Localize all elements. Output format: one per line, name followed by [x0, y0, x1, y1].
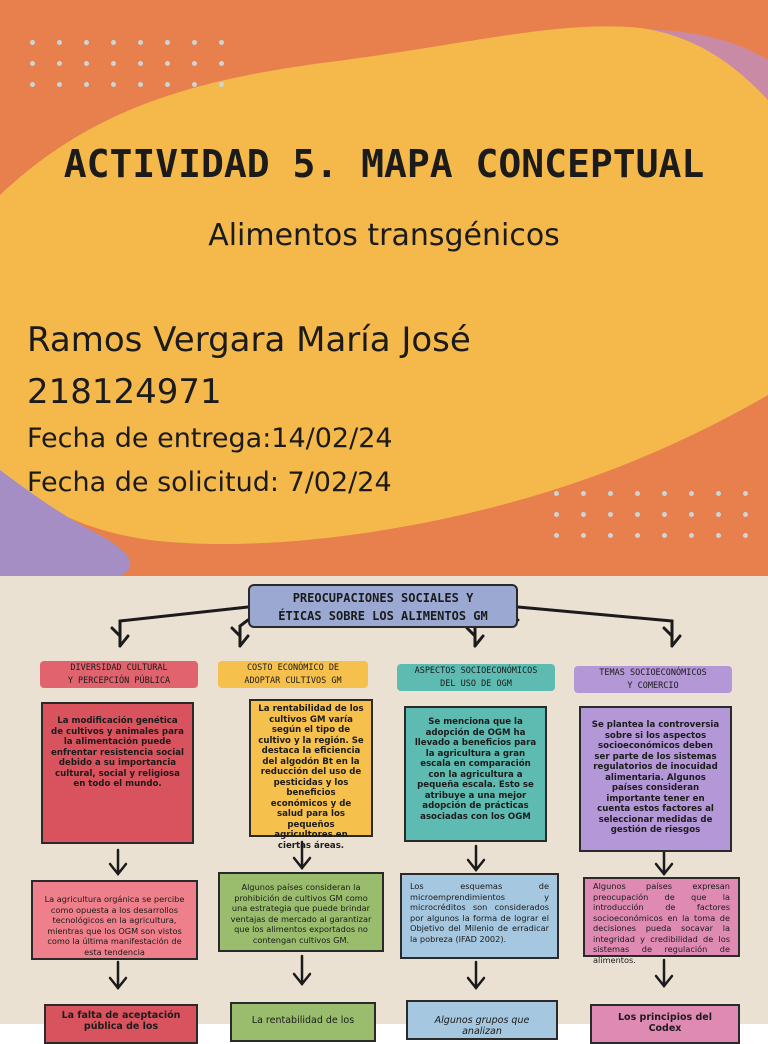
concept-box-trade: Se plantea la controversia sobre si los aspectos socioeconómicos deben ser parte de los sistemas regulatorios de inocuidad alimentaria. Algunos países consideran importante tener en cuenta estos factores al seleccionar medidas de gestión de riesgos	[579, 706, 732, 852]
category-socioeconomic-aspects	[397, 664, 555, 691]
decorative-dot	[30, 40, 35, 45]
decorative-dot	[689, 512, 694, 517]
root-line-1: PREOCUPACIONES SOCIALES Y	[292, 591, 474, 605]
decorative-dot	[743, 533, 748, 538]
decorative-dot	[138, 61, 143, 66]
decorative-dot	[635, 491, 640, 496]
decorative-dots-bottom	[554, 491, 753, 538]
decorative-dot	[219, 82, 224, 87]
category-line: ASPECTOS SOCIOECONÓMICOS	[414, 666, 538, 676]
decorative-dot	[111, 82, 116, 87]
decorative-dot	[608, 491, 613, 496]
decorative-dot	[84, 82, 89, 87]
decorative-dot	[57, 82, 62, 87]
category-line: COSTO ECONÓMICO DE	[246, 663, 340, 673]
decorative-dot	[581, 512, 586, 517]
decorative-dot	[689, 491, 694, 496]
decorative-dot	[165, 61, 170, 66]
decorative-dot	[192, 82, 197, 87]
decorative-dot	[57, 40, 62, 45]
decorative-dot	[635, 512, 640, 517]
decorative-dot	[554, 533, 559, 538]
decorative-dots-top	[30, 40, 229, 87]
student-id: 218124971	[27, 372, 222, 412]
category-line: DIVERSIDAD CULTURAL	[70, 663, 168, 673]
decorative-dot	[219, 61, 224, 66]
decorative-dot	[57, 61, 62, 66]
decorative-dot	[608, 533, 613, 538]
concept-box-regulation: Algunos países expresan preocupación de que la introducción de factores socioeconómicos en la toma de decisiones pueda socavar la integridad y credibilidad de los sistemas de regulación de alimentos.	[583, 877, 740, 957]
decorative-dot	[219, 40, 224, 45]
decorative-dot	[165, 82, 170, 87]
decorative-dot	[581, 533, 586, 538]
decorative-dot	[716, 533, 721, 538]
concept-box-prohibition: Algunos países consideran la prohibición de cultivos GM como una estrategia que puede brindar ventajas de mercado al garantizar que los alimentos exportados no contengan cultivos GM.	[218, 872, 384, 952]
category-line: TEMAS SOCIOECONÓMICOS	[599, 668, 707, 678]
decorative-dot	[608, 512, 613, 517]
decorative-dot	[581, 491, 586, 496]
decorative-dot	[689, 533, 694, 538]
concept-box-microcredit: Los esquemas de microemprendimientos y microcréditos son considerados por algunos la forma de lograr el Objetivo del Milenio de erradicar la pobreza (IFAD 2002).	[400, 873, 559, 959]
author-name: Ramos Vergara María José	[27, 320, 471, 360]
decorative-dot	[84, 61, 89, 66]
root-line-2: ÉTICAS SOBRE LOS ALIMENTOS GM	[278, 609, 488, 623]
decorative-dot	[111, 61, 116, 66]
page-subtitle: Alimentos transgénicos	[208, 218, 560, 253]
decorative-dot	[192, 40, 197, 45]
decorative-dot	[138, 40, 143, 45]
root-concept	[248, 584, 518, 628]
delivery-date: Fecha de entrega:14/02/24	[27, 423, 393, 454]
concept-box-profitability: La rentabilidad de los	[230, 1002, 376, 1042]
concept-box-codex: Los principios del Codex	[590, 1004, 740, 1044]
request-date: Fecha de solicitud: 7/02/24	[27, 467, 392, 498]
decorative-dot	[635, 533, 640, 538]
category-economic-cost	[218, 661, 368, 688]
category-line: DEL USO DE OGM	[440, 679, 512, 689]
category-cultural-diversity	[40, 661, 198, 688]
category-trade	[574, 666, 732, 693]
decorative-dot	[716, 491, 721, 496]
category-line: Y COMERCIO	[627, 681, 679, 691]
decorative-dot	[554, 512, 559, 517]
decorative-dot	[30, 82, 35, 87]
concept-box-organic: La agricultura orgánica se percibe como opuesta a los desarrollos tecnológicos en la agricultura, mientras que los OGM son vistos como la última manifestación de esta tendencia	[31, 880, 198, 960]
decorative-dot	[84, 40, 89, 45]
decorative-dot	[111, 40, 116, 45]
decorative-dot	[662, 512, 667, 517]
decorative-dot	[554, 491, 559, 496]
concept-box-public-acceptance: La falta de aceptación pública de los	[44, 1004, 198, 1044]
decorative-dot	[30, 61, 35, 66]
page-title: ACTIVIDAD 5. MAPA CONCEPTUAL	[63, 142, 705, 186]
decorative-dot	[165, 40, 170, 45]
decorative-dot	[743, 491, 748, 496]
decorative-dot	[662, 533, 667, 538]
decorative-dot	[716, 512, 721, 517]
concept-box-socioeconomic: Se menciona que la adopción de OGM ha llevado a beneficios para la agricultura a gran escala en comparación con la agricultura a pequeña escala. Esto se atribuye a una mejor adopción de prácticas asociadas con los OGM	[404, 706, 547, 842]
decorative-dot	[662, 491, 667, 496]
concept-box-groups: Algunos grupos que analizan	[406, 1000, 558, 1040]
concept-box-cultural: La modificación genética de cultivos y animales para la alimentación puede enfrentar resistencia social debido a su importancia cultural, social y religiosa en todo el mundo.	[41, 702, 194, 844]
concept-map	[0, 576, 768, 1037]
decorative-dot	[743, 512, 748, 517]
decorative-dot	[192, 61, 197, 66]
concept-box-economic: La rentabilidad de los cultivos GM varía según el tipo de cultivo y la región. Se destaca la eficiencia del algodón Bt en la reducción del uso de pesticidas y los beneficios económicos y de salud para los pequeños agricultores en ciertas áreas.	[249, 699, 373, 837]
decorative-dot	[138, 82, 143, 87]
category-line: ADOPTAR CULTIVOS GM	[244, 676, 342, 686]
category-line: Y PERCEPCIÓN PÚBLICA	[67, 676, 171, 686]
